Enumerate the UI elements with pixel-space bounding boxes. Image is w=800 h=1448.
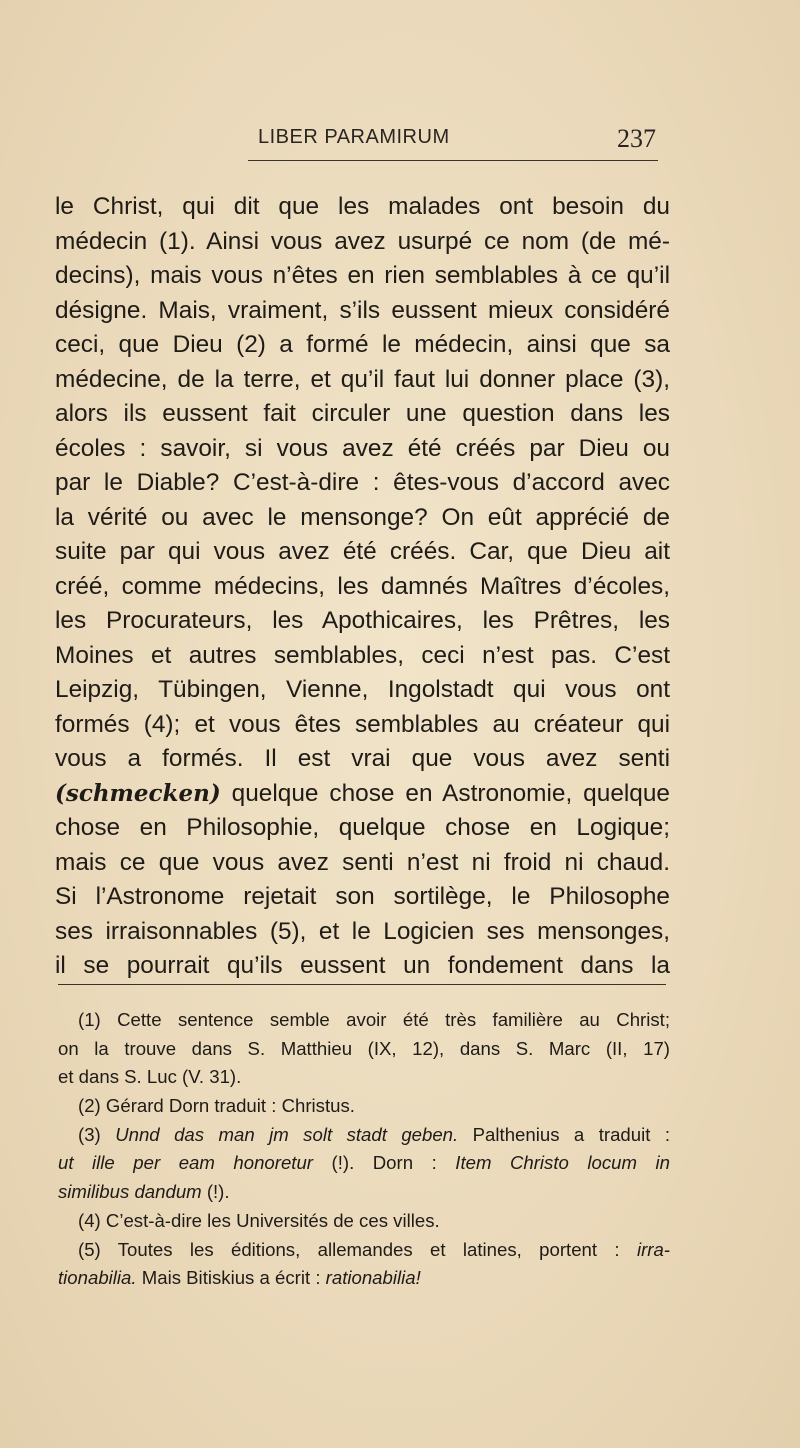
- main-text: [55, 190, 670, 984]
- gothic-word: (schmecken): [55, 779, 221, 807]
- footnote-3-line: [58, 1178, 670, 1207]
- text-line: le Christ, qui dit que les malades ont besoin du: [55, 193, 670, 220]
- text-line: par le Diable? C’est-à-dire : êtes-vous d’accord avec: [55, 469, 670, 496]
- text-line: médecin (1). Ainsi vous avez usurpé ce nom (de mé-: [55, 227, 670, 255]
- footnote-1-line: et dans S. Luc (V. 31).: [58, 1066, 242, 1088]
- text-line: Si l’Astronome rejetait son sortilège, le Philosophe: [55, 883, 670, 910]
- text-line: formés (4); et vous êtes semblables au créateur qui: [55, 710, 670, 738]
- page-number: 237: [617, 124, 656, 153]
- text-line: suite par qui vous avez été créés. Car, que Dieu ait: [55, 538, 670, 565]
- footnote-5-line: [58, 1264, 670, 1293]
- text-line: alors ils eussent fait circuler une question dans les: [55, 400, 670, 427]
- running-title: LIBER PARAMIRUM: [258, 126, 450, 148]
- footnote-3-latin: ut ille per eam honoretur: [58, 1152, 313, 1174]
- text-line: chose en Philosophie, quelque chose en Logique;: [55, 814, 670, 841]
- footnote-3-text: (!). Dorn :: [331, 1152, 437, 1174]
- text-line: Leipzig, Tübingen, Vienne, Ingolstadt qui vous ont: [55, 676, 670, 703]
- footnote-3-latin: Item Christo locum in: [455, 1152, 670, 1174]
- text-line: ceci, que Dieu (2) a formé le médecin, ainsi que sa: [55, 331, 670, 358]
- text-line: vous a formés. Il est vrai que vous avez senti: [55, 745, 670, 772]
- footnote-3-latin: similibus dandum: [58, 1181, 202, 1203]
- text-line: médecine, de la terre, et qu’il faut lui donner place (3),: [55, 365, 670, 393]
- footnote-1-line: on la trouve dans S. Matthieu (IX, 12), dans S. Marc (II, 17): [58, 1037, 670, 1059]
- footnote-5-line: [58, 1236, 670, 1265]
- text-line: decins), mais vous n’êtes en rien semblables à ce qu’il: [55, 262, 670, 289]
- running-head: [248, 124, 660, 160]
- text-line: la vérité ou avec le mensonge? On eût apprécié de: [55, 503, 670, 531]
- footnote-5-latin: rationabilia!: [325, 1267, 421, 1289]
- footnote-4: (4) C’est-à-dire les Universités de ces villes.: [78, 1209, 440, 1231]
- footnote-5-text: (5) Toutes les éditions, allemandes et latines, portent :: [78, 1238, 620, 1260]
- text-line: désigne. Mais, vraiment, s’ils eussent mieux considéré: [55, 296, 670, 324]
- footnote-5-text: Mais Bitiskius a écrit :: [141, 1267, 321, 1289]
- text-line: les Procurateurs, les Apothicaires, les Prêtres, les: [55, 607, 670, 634]
- footnote-3-line: [58, 1149, 670, 1178]
- text-line: il se pourrait qu’ils eussent un fondement dans la: [55, 952, 670, 979]
- text-segment: quelque chose en Astronomie, quelque: [231, 779, 670, 807]
- footnote-3-line: [58, 1121, 670, 1150]
- footnote-3-marker: (3): [78, 1123, 101, 1145]
- footnote-5-latin: tionabilia.: [58, 1267, 137, 1289]
- footnote-3-text: (!).: [206, 1181, 230, 1203]
- text-line: Moines et autres semblables, ceci n’est pas. C’est: [55, 641, 670, 669]
- footnote-3-quote: Unnd das man jm solt stadt geben.: [115, 1123, 459, 1145]
- footnote-2: (2) Gérard Dorn traduit : Christus.: [78, 1095, 355, 1117]
- footnote-5-latin: irra-: [636, 1238, 670, 1260]
- text-line: mais ce que vous avez senti n’est ni froid ni chaud.: [55, 848, 670, 876]
- footnotes: [58, 1006, 670, 1293]
- text-line: écoles : savoir, si vous avez été créés par Dieu ou: [55, 434, 670, 462]
- text-line: ses irraisonnables (5), et le Logicien ses mensonges,: [55, 917, 670, 945]
- footnote-1-line: (1) Cette sentence semble avoir été très familière au Christ;: [78, 1009, 670, 1030]
- text-line-gothic: [55, 777, 670, 812]
- footnote-3-text: Palthenius a traduit :: [472, 1123, 671, 1145]
- footnote-rule: [58, 984, 666, 985]
- text-line: créé, comme médecins, les damnés Maîtres d’écoles,: [55, 572, 670, 600]
- header-rule: [248, 160, 658, 161]
